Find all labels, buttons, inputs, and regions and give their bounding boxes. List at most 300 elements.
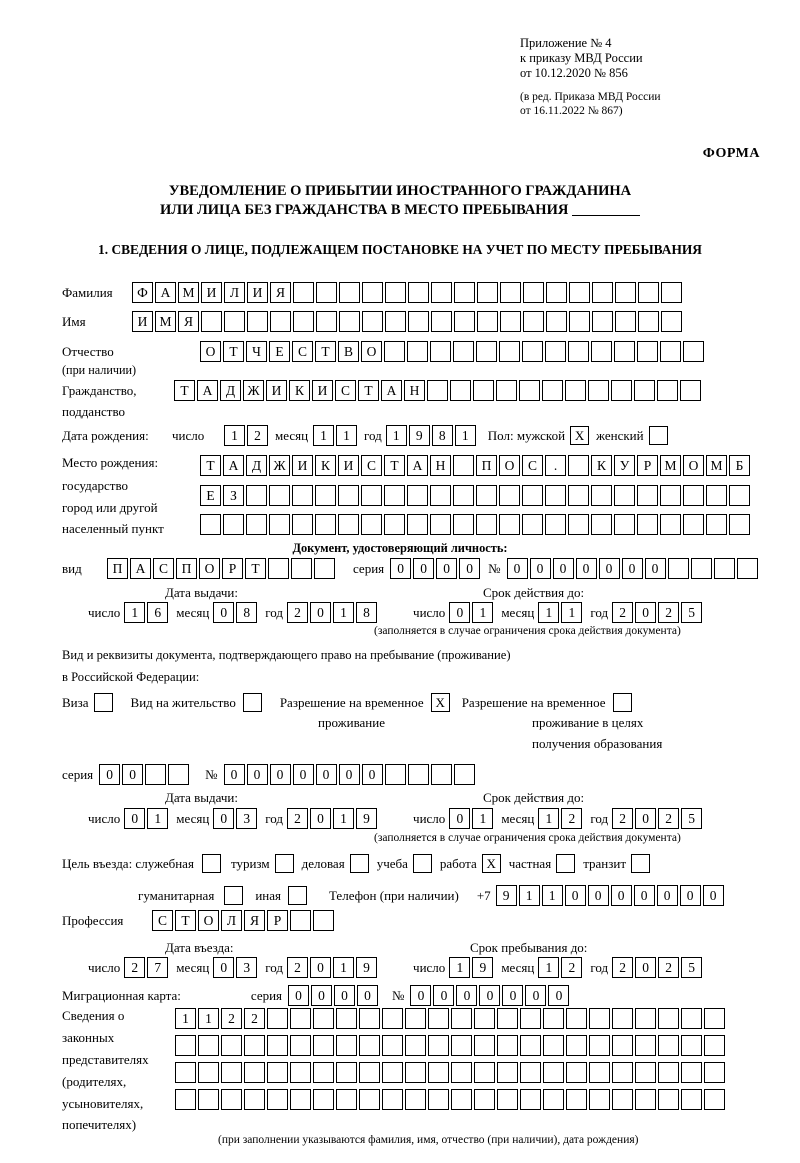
patronymic-input[interactable] bbox=[200, 341, 706, 362]
cell[interactable]: 0 bbox=[576, 558, 597, 579]
cell[interactable]: 0 bbox=[530, 558, 551, 579]
cell[interactable]: 0 bbox=[357, 985, 378, 1006]
legal-rep-input-2[interactable] bbox=[175, 1035, 727, 1056]
cell[interactable] bbox=[223, 514, 244, 535]
cell[interactable] bbox=[714, 558, 735, 579]
cell[interactable]: П bbox=[176, 558, 197, 579]
cell[interactable]: 2 bbox=[287, 957, 308, 978]
cell[interactable]: Я bbox=[178, 311, 199, 332]
cell[interactable] bbox=[637, 485, 658, 506]
cell[interactable]: 0 bbox=[413, 558, 434, 579]
cell[interactable] bbox=[497, 1062, 518, 1083]
cell[interactable]: 2 bbox=[561, 957, 582, 978]
cell[interactable] bbox=[729, 485, 750, 506]
cell[interactable]: С bbox=[152, 910, 173, 931]
cell[interactable] bbox=[313, 1089, 334, 1110]
cell[interactable] bbox=[451, 1089, 472, 1110]
cell[interactable] bbox=[657, 380, 678, 401]
cell[interactable] bbox=[246, 514, 267, 535]
cell[interactable]: Ч bbox=[246, 341, 267, 362]
cell[interactable] bbox=[565, 380, 586, 401]
cell[interactable]: 0 bbox=[247, 764, 268, 785]
cell[interactable]: 2 bbox=[612, 957, 633, 978]
cell[interactable]: 0 bbox=[213, 602, 234, 623]
temp-residence-checkbox[interactable]: X bbox=[431, 693, 450, 712]
cell[interactable] bbox=[454, 764, 475, 785]
cell[interactable]: 0 bbox=[635, 808, 656, 829]
cell[interactable]: Ж bbox=[243, 380, 264, 401]
cell[interactable]: 0 bbox=[122, 764, 143, 785]
permit-issue-month-input[interactable] bbox=[213, 808, 259, 829]
cell[interactable]: 6 bbox=[147, 602, 168, 623]
cell[interactable] bbox=[431, 764, 452, 785]
doc-series-input[interactable] bbox=[390, 558, 482, 579]
cell[interactable] bbox=[566, 1035, 587, 1056]
cell[interactable] bbox=[362, 282, 383, 303]
cell[interactable]: 1 bbox=[333, 602, 354, 623]
cell[interactable] bbox=[244, 1035, 265, 1056]
cell[interactable] bbox=[589, 1035, 610, 1056]
cell[interactable] bbox=[405, 1008, 426, 1029]
cell[interactable] bbox=[635, 1035, 656, 1056]
citizenship-input[interactable] bbox=[174, 380, 703, 401]
cell[interactable] bbox=[221, 1035, 242, 1056]
cell[interactable]: 0 bbox=[622, 558, 643, 579]
cell[interactable] bbox=[290, 1062, 311, 1083]
cell[interactable]: 1 bbox=[538, 602, 559, 623]
cell[interactable] bbox=[704, 1008, 725, 1029]
cell[interactable] bbox=[497, 1008, 518, 1029]
cell[interactable] bbox=[543, 1062, 564, 1083]
cell[interactable] bbox=[336, 1008, 357, 1029]
cell[interactable]: 1 bbox=[561, 602, 582, 623]
cell[interactable]: 8 bbox=[236, 602, 257, 623]
cell[interactable] bbox=[589, 1062, 610, 1083]
cell[interactable] bbox=[704, 1089, 725, 1110]
purpose-study-checkbox[interactable] bbox=[413, 854, 432, 873]
doc-issue-day-input[interactable] bbox=[124, 602, 170, 623]
cell[interactable] bbox=[614, 514, 635, 535]
cell[interactable] bbox=[668, 558, 689, 579]
cell[interactable] bbox=[290, 1035, 311, 1056]
cell[interactable] bbox=[290, 910, 311, 931]
cell[interactable]: И bbox=[132, 311, 153, 332]
permit-number-input[interactable] bbox=[224, 764, 385, 785]
cell[interactable]: 0 bbox=[645, 558, 666, 579]
cell[interactable]: Ф bbox=[132, 282, 153, 303]
cell[interactable]: Д bbox=[220, 380, 241, 401]
cell[interactable] bbox=[313, 1008, 334, 1029]
cell[interactable]: И bbox=[266, 380, 287, 401]
cell[interactable]: 2 bbox=[612, 808, 633, 829]
cell[interactable] bbox=[474, 1035, 495, 1056]
purpose-private-checkbox[interactable] bbox=[556, 854, 575, 873]
cell[interactable] bbox=[546, 282, 567, 303]
cell[interactable] bbox=[270, 311, 291, 332]
cell[interactable]: 0 bbox=[449, 808, 470, 829]
cell[interactable]: А bbox=[197, 380, 218, 401]
cell[interactable]: 0 bbox=[548, 985, 569, 1006]
cell[interactable] bbox=[546, 311, 567, 332]
cell[interactable] bbox=[591, 514, 612, 535]
cell[interactable] bbox=[568, 514, 589, 535]
cell[interactable] bbox=[496, 380, 517, 401]
cell[interactable]: 1 bbox=[147, 808, 168, 829]
cell[interactable]: 2 bbox=[561, 808, 582, 829]
legal-rep-input-3[interactable] bbox=[175, 1062, 727, 1083]
cell[interactable] bbox=[198, 1035, 219, 1056]
cell[interactable] bbox=[588, 380, 609, 401]
cell[interactable] bbox=[569, 282, 590, 303]
cell[interactable] bbox=[428, 1089, 449, 1110]
cell[interactable] bbox=[612, 1035, 633, 1056]
cell[interactable] bbox=[691, 558, 712, 579]
cell[interactable] bbox=[680, 380, 701, 401]
cell[interactable] bbox=[658, 1035, 679, 1056]
cell[interactable]: 2 bbox=[658, 957, 679, 978]
cell[interactable]: А bbox=[381, 380, 402, 401]
phone-input[interactable] bbox=[496, 885, 726, 906]
cell[interactable]: 2 bbox=[287, 602, 308, 623]
cell[interactable] bbox=[293, 282, 314, 303]
cell[interactable]: 1 bbox=[519, 885, 540, 906]
cell[interactable] bbox=[729, 514, 750, 535]
cell[interactable]: С bbox=[361, 455, 382, 476]
cell[interactable] bbox=[611, 380, 632, 401]
migration-number-input[interactable] bbox=[410, 985, 571, 1006]
cell[interactable] bbox=[268, 558, 289, 579]
cell[interactable] bbox=[384, 485, 405, 506]
cell[interactable]: 0 bbox=[456, 985, 477, 1006]
cell[interactable]: 0 bbox=[507, 558, 528, 579]
sex-female-checkbox[interactable] bbox=[649, 426, 668, 445]
cell[interactable]: М bbox=[155, 311, 176, 332]
cell[interactable] bbox=[591, 341, 612, 362]
cell[interactable]: О bbox=[198, 910, 219, 931]
cell[interactable] bbox=[336, 1035, 357, 1056]
cell[interactable] bbox=[244, 1062, 265, 1083]
cell[interactable]: 0 bbox=[213, 808, 234, 829]
cell[interactable]: И bbox=[201, 282, 222, 303]
cell[interactable] bbox=[658, 1089, 679, 1110]
cell[interactable] bbox=[359, 1035, 380, 1056]
surname-input[interactable] bbox=[132, 282, 684, 303]
cell[interactable]: 1 bbox=[313, 425, 334, 446]
birthplace-input-row2[interactable] bbox=[200, 485, 752, 506]
cell[interactable] bbox=[292, 485, 313, 506]
cell[interactable] bbox=[175, 1062, 196, 1083]
cell[interactable]: О bbox=[499, 455, 520, 476]
cell[interactable]: Т bbox=[358, 380, 379, 401]
cell[interactable] bbox=[338, 514, 359, 535]
cell[interactable]: 5 bbox=[681, 808, 702, 829]
cell[interactable] bbox=[313, 1035, 334, 1056]
entry-month-input[interactable] bbox=[213, 957, 259, 978]
cell[interactable] bbox=[145, 764, 166, 785]
cell[interactable] bbox=[384, 341, 405, 362]
cell[interactable] bbox=[706, 514, 727, 535]
cell[interactable]: 1 bbox=[124, 602, 145, 623]
cell[interactable] bbox=[706, 485, 727, 506]
purpose-service-checkbox[interactable] bbox=[202, 854, 221, 873]
cell[interactable]: К bbox=[315, 455, 336, 476]
birthplace-input-row1[interactable] bbox=[200, 455, 752, 476]
cell[interactable] bbox=[361, 514, 382, 535]
cell[interactable] bbox=[500, 282, 521, 303]
cell[interactable] bbox=[661, 311, 682, 332]
cell[interactable] bbox=[384, 514, 405, 535]
cell[interactable] bbox=[589, 1008, 610, 1029]
cell[interactable] bbox=[737, 558, 758, 579]
cell[interactable]: 0 bbox=[565, 885, 586, 906]
cell[interactable] bbox=[200, 514, 221, 535]
cell[interactable] bbox=[497, 1035, 518, 1056]
cell[interactable] bbox=[359, 1089, 380, 1110]
cell[interactable]: А bbox=[223, 455, 244, 476]
cell[interactable] bbox=[382, 1089, 403, 1110]
cell[interactable]: 1 bbox=[538, 808, 559, 829]
cell[interactable] bbox=[614, 485, 635, 506]
cell[interactable] bbox=[615, 311, 636, 332]
cell[interactable] bbox=[477, 282, 498, 303]
cell[interactable] bbox=[290, 1089, 311, 1110]
cell[interactable]: Т bbox=[175, 910, 196, 931]
cell[interactable]: 3 bbox=[236, 808, 257, 829]
cell[interactable] bbox=[612, 1089, 633, 1110]
cell[interactable]: 2 bbox=[247, 425, 268, 446]
cell[interactable]: Ж bbox=[269, 455, 290, 476]
doc-number-extra[interactable] bbox=[668, 558, 760, 579]
migration-series-input[interactable] bbox=[288, 985, 380, 1006]
cell[interactable] bbox=[520, 1035, 541, 1056]
cell[interactable] bbox=[339, 282, 360, 303]
cell[interactable] bbox=[339, 311, 360, 332]
cell[interactable]: 8 bbox=[432, 425, 453, 446]
cell[interactable]: 2 bbox=[612, 602, 633, 623]
cell[interactable]: П bbox=[476, 455, 497, 476]
cell[interactable]: 8 bbox=[356, 602, 377, 623]
cell[interactable] bbox=[520, 1008, 541, 1029]
visa-checkbox[interactable] bbox=[94, 693, 113, 712]
cell[interactable]: 0 bbox=[634, 885, 655, 906]
cell[interactable] bbox=[568, 341, 589, 362]
cell[interactable] bbox=[683, 485, 704, 506]
cell[interactable] bbox=[338, 485, 359, 506]
cell[interactable] bbox=[592, 282, 613, 303]
cell[interactable]: 0 bbox=[635, 957, 656, 978]
purpose-other-checkbox[interactable] bbox=[288, 886, 307, 905]
cell[interactable] bbox=[269, 485, 290, 506]
cell[interactable] bbox=[614, 341, 635, 362]
cell[interactable] bbox=[476, 341, 497, 362]
cell[interactable] bbox=[474, 1008, 495, 1029]
doc-kind-input[interactable] bbox=[107, 558, 337, 579]
stay-day-input[interactable] bbox=[449, 957, 495, 978]
cell[interactable] bbox=[175, 1089, 196, 1110]
cell[interactable] bbox=[661, 282, 682, 303]
cell[interactable]: 2 bbox=[658, 602, 679, 623]
cell[interactable]: Т bbox=[245, 558, 266, 579]
cell[interactable]: Я bbox=[244, 910, 265, 931]
cell[interactable] bbox=[660, 514, 681, 535]
cell[interactable] bbox=[543, 1089, 564, 1110]
cell[interactable]: Е bbox=[200, 485, 221, 506]
cell[interactable] bbox=[408, 282, 429, 303]
cell[interactable]: Т bbox=[384, 455, 405, 476]
cell[interactable]: 0 bbox=[124, 808, 145, 829]
cell[interactable]: 2 bbox=[221, 1008, 242, 1029]
cell[interactable] bbox=[660, 341, 681, 362]
cell[interactable] bbox=[453, 514, 474, 535]
cell[interactable] bbox=[430, 341, 451, 362]
cell[interactable]: 1 bbox=[333, 808, 354, 829]
doc-issue-month-input[interactable] bbox=[213, 602, 259, 623]
cell[interactable]: И bbox=[247, 282, 268, 303]
cell[interactable] bbox=[269, 514, 290, 535]
cell[interactable] bbox=[267, 1062, 288, 1083]
purpose-humanitarian-checkbox[interactable] bbox=[224, 886, 243, 905]
cell[interactable] bbox=[385, 764, 406, 785]
cell[interactable] bbox=[361, 485, 382, 506]
cell[interactable]: 0 bbox=[270, 764, 291, 785]
cell[interactable] bbox=[474, 1062, 495, 1083]
cell[interactable]: З bbox=[223, 485, 244, 506]
residence-permit-checkbox[interactable] bbox=[243, 693, 262, 712]
cell[interactable]: 0 bbox=[433, 985, 454, 1006]
cell[interactable] bbox=[704, 1062, 725, 1083]
cell[interactable] bbox=[382, 1008, 403, 1029]
cell[interactable] bbox=[542, 380, 563, 401]
cell[interactable]: А bbox=[130, 558, 151, 579]
cell[interactable] bbox=[405, 1062, 426, 1083]
cell[interactable] bbox=[568, 485, 589, 506]
cell[interactable]: 1 bbox=[175, 1008, 196, 1029]
cell[interactable]: 0 bbox=[479, 985, 500, 1006]
cell[interactable]: Р bbox=[222, 558, 243, 579]
birth-year-input[interactable] bbox=[386, 425, 478, 446]
cell[interactable]: Е bbox=[269, 341, 290, 362]
cell[interactable] bbox=[453, 341, 474, 362]
cell[interactable] bbox=[635, 1089, 656, 1110]
cell[interactable] bbox=[428, 1062, 449, 1083]
cell[interactable]: 1 bbox=[224, 425, 245, 446]
cell[interactable]: 0 bbox=[703, 885, 724, 906]
cell[interactable]: 2 bbox=[287, 808, 308, 829]
cell[interactable] bbox=[405, 1035, 426, 1056]
cell[interactable] bbox=[198, 1062, 219, 1083]
cell[interactable] bbox=[566, 1062, 587, 1083]
cell[interactable] bbox=[681, 1089, 702, 1110]
cell[interactable]: 1 bbox=[538, 957, 559, 978]
cell[interactable] bbox=[637, 514, 658, 535]
cell[interactable]: И bbox=[338, 455, 359, 476]
cell[interactable]: И bbox=[312, 380, 333, 401]
cell[interactable] bbox=[430, 485, 451, 506]
cell[interactable]: 0 bbox=[553, 558, 574, 579]
cell[interactable] bbox=[428, 1035, 449, 1056]
cell[interactable] bbox=[454, 311, 475, 332]
name-input[interactable] bbox=[132, 311, 684, 332]
cell[interactable]: Т bbox=[174, 380, 195, 401]
cell[interactable] bbox=[201, 311, 222, 332]
permit-valid-year-input[interactable] bbox=[612, 808, 704, 829]
cell[interactable]: 0 bbox=[657, 885, 678, 906]
cell[interactable] bbox=[451, 1062, 472, 1083]
permit-issue-year-input[interactable] bbox=[287, 808, 379, 829]
cell[interactable]: 0 bbox=[339, 764, 360, 785]
cell[interactable]: 0 bbox=[310, 808, 331, 829]
cell[interactable] bbox=[362, 311, 383, 332]
cell[interactable] bbox=[681, 1035, 702, 1056]
cell[interactable] bbox=[168, 764, 189, 785]
cell[interactable]: 3 bbox=[236, 957, 257, 978]
cell[interactable] bbox=[198, 1089, 219, 1110]
cell[interactable] bbox=[681, 1062, 702, 1083]
cell[interactable]: 0 bbox=[436, 558, 457, 579]
cell[interactable] bbox=[545, 485, 566, 506]
cell[interactable]: С bbox=[335, 380, 356, 401]
cell[interactable] bbox=[290, 1008, 311, 1029]
cell[interactable] bbox=[543, 1008, 564, 1029]
cell[interactable]: 0 bbox=[213, 957, 234, 978]
cell[interactable]: 1 bbox=[333, 957, 354, 978]
cell[interactable] bbox=[431, 311, 452, 332]
cell[interactable] bbox=[637, 341, 658, 362]
cell[interactable] bbox=[244, 1089, 265, 1110]
cell[interactable] bbox=[683, 514, 704, 535]
cell[interactable]: Н bbox=[430, 455, 451, 476]
cell[interactable] bbox=[224, 311, 245, 332]
cell[interactable]: 0 bbox=[293, 764, 314, 785]
doc-number-input[interactable] bbox=[507, 558, 668, 579]
cell[interactable] bbox=[221, 1062, 242, 1083]
cell[interactable]: 9 bbox=[356, 957, 377, 978]
cell[interactable] bbox=[566, 1008, 587, 1029]
cell[interactable] bbox=[313, 910, 334, 931]
cell[interactable]: 1 bbox=[472, 808, 493, 829]
cell[interactable]: 1 bbox=[455, 425, 476, 446]
cell[interactable] bbox=[520, 1062, 541, 1083]
cell[interactable] bbox=[314, 558, 335, 579]
doc-issue-year-input[interactable] bbox=[287, 602, 379, 623]
cell[interactable] bbox=[453, 485, 474, 506]
purpose-work-checkbox[interactable]: X bbox=[482, 854, 501, 873]
cell[interactable]: М bbox=[706, 455, 727, 476]
cell[interactable] bbox=[523, 311, 544, 332]
cell[interactable] bbox=[336, 1089, 357, 1110]
cell[interactable] bbox=[316, 311, 337, 332]
doc-valid-year-input[interactable] bbox=[612, 602, 704, 623]
cell[interactable]: С bbox=[292, 341, 313, 362]
cell[interactable] bbox=[638, 282, 659, 303]
cell[interactable] bbox=[589, 1089, 610, 1110]
cell[interactable] bbox=[500, 311, 521, 332]
cell[interactable]: А bbox=[407, 455, 428, 476]
cell[interactable] bbox=[430, 514, 451, 535]
cell[interactable] bbox=[431, 282, 452, 303]
cell[interactable] bbox=[591, 485, 612, 506]
cell[interactable]: 1 bbox=[386, 425, 407, 446]
cell[interactable] bbox=[522, 341, 543, 362]
cell[interactable]: 2 bbox=[658, 808, 679, 829]
cell[interactable]: Б bbox=[729, 455, 750, 476]
cell[interactable] bbox=[497, 1089, 518, 1110]
cell[interactable] bbox=[634, 380, 655, 401]
cell[interactable] bbox=[405, 1089, 426, 1110]
cell[interactable]: 1 bbox=[449, 957, 470, 978]
cell[interactable]: 0 bbox=[449, 602, 470, 623]
cell[interactable]: Я bbox=[270, 282, 291, 303]
